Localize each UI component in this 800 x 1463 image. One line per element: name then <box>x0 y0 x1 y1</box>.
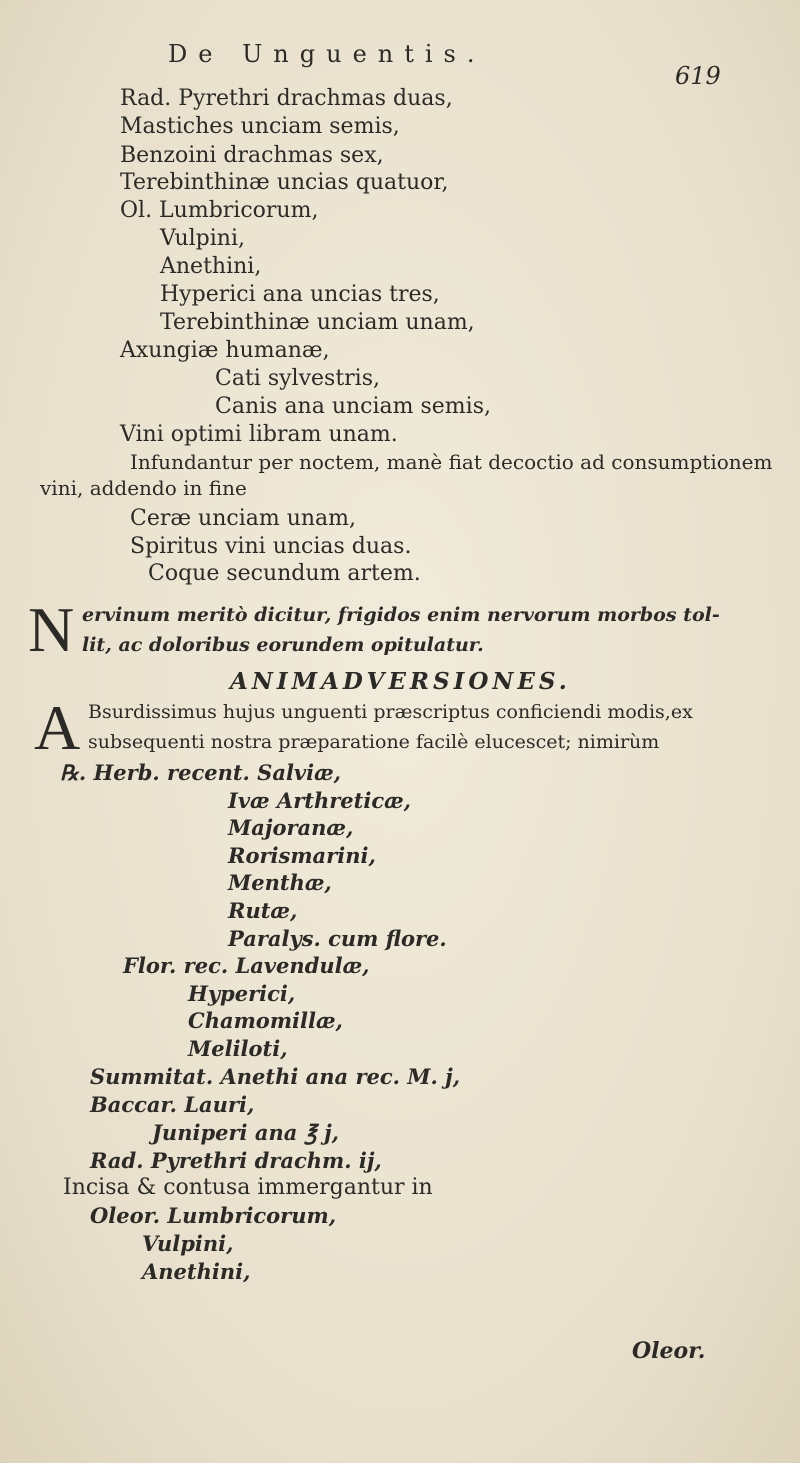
recipe-line: Rad. Pyrethri drachmas duas, <box>120 86 453 111</box>
recipe-line: Mastiches unciam semis, <box>120 114 400 139</box>
recipe-line: Cati sylvestris, <box>215 366 380 391</box>
recipe-line: Terebinthinæ uncias quatuor, <box>120 170 449 195</box>
recipe-line: Majoranæ, <box>228 815 354 840</box>
note-line: ervinum meritò dicitur, frigidos enim nervorum morbos tol- <box>82 604 720 626</box>
recipe-line: Anethini, <box>160 254 262 279</box>
recipe-line: Infundantur per noctem, manè fiat decoctio ad consumptionem <box>130 450 773 474</box>
recipe-line: Paralys. cum flore. <box>228 926 447 951</box>
recipe-line: Meliloti, <box>188 1036 288 1061</box>
recipe-line: Oleor. Lumbricorum, <box>90 1203 337 1228</box>
recipe-line: Juniperi ana ℥ j, <box>152 1120 339 1145</box>
recipe-line: Hyperici, <box>188 981 296 1006</box>
recipe-line: Ivæ Arthreticæ, <box>228 788 411 813</box>
note-line: lit, ac doloribus eorundem opitulatur. <box>82 634 484 656</box>
section-title: ANIMADVERSIONES. <box>230 668 571 695</box>
recipe-line: Rutæ, <box>228 898 298 923</box>
catchword: Oleor. <box>632 1338 706 1364</box>
recipe-line: Anethini, <box>142 1259 251 1284</box>
running-header: De Unguentis. <box>168 40 486 68</box>
recipe-line: Rad. Pyrethri drachm. ij, <box>90 1148 382 1173</box>
drop-cap: N <box>28 594 75 665</box>
paragraph-line: Bsurdissimus hujus unguenti præscriptus conficiendi modis,ex <box>88 701 693 723</box>
recipe-line: Rorismarini, <box>228 843 376 868</box>
recipe-line: Flor. rec. Lavendulæ, <box>123 953 370 978</box>
recipe-line: Terebinthinæ unciam unam, <box>160 310 475 335</box>
paragraph-line: subsequenti nostra præparatione facilè elucescet; nimirùm <box>88 731 660 753</box>
recipe-line: ℞. Herb. recent. Salviæ, <box>60 760 341 785</box>
recipe-line: Vini optimi libram unam. <box>120 422 398 447</box>
recipe-line: Baccar. Lauri, <box>90 1092 255 1117</box>
recipe-line: Vulpini, <box>160 226 246 251</box>
page-number: 619 <box>675 62 721 90</box>
recipe-line: Menthæ, <box>228 870 332 895</box>
recipe-line: Benzoini drachmas sex, <box>120 143 384 168</box>
recipe-line: Summitat. Anethi ana rec. M. j, <box>90 1064 461 1089</box>
recipe-line: Hyperici ana uncias tres, <box>160 282 440 307</box>
recipe-line: Coque secundum artem. <box>148 561 421 586</box>
recipe-line: Spiritus vini uncias duas. <box>130 534 412 559</box>
recipe-line: Ceræ unciam unam, <box>130 506 357 531</box>
recipe-line: vini, addendo in fine <box>40 476 247 500</box>
recipe-line: Axungiæ humanæ, <box>120 338 330 363</box>
drop-cap: A <box>34 692 81 763</box>
recipe-line: Vulpini, <box>142 1231 234 1256</box>
recipe-line: Incisa & contusa immergantur in <box>63 1175 433 1200</box>
recipe-line: Canis ana unciam semis, <box>215 394 491 419</box>
recipe-line: Chamomillæ, <box>188 1008 343 1033</box>
recipe-line: Ol. Lumbricorum, <box>120 198 319 223</box>
